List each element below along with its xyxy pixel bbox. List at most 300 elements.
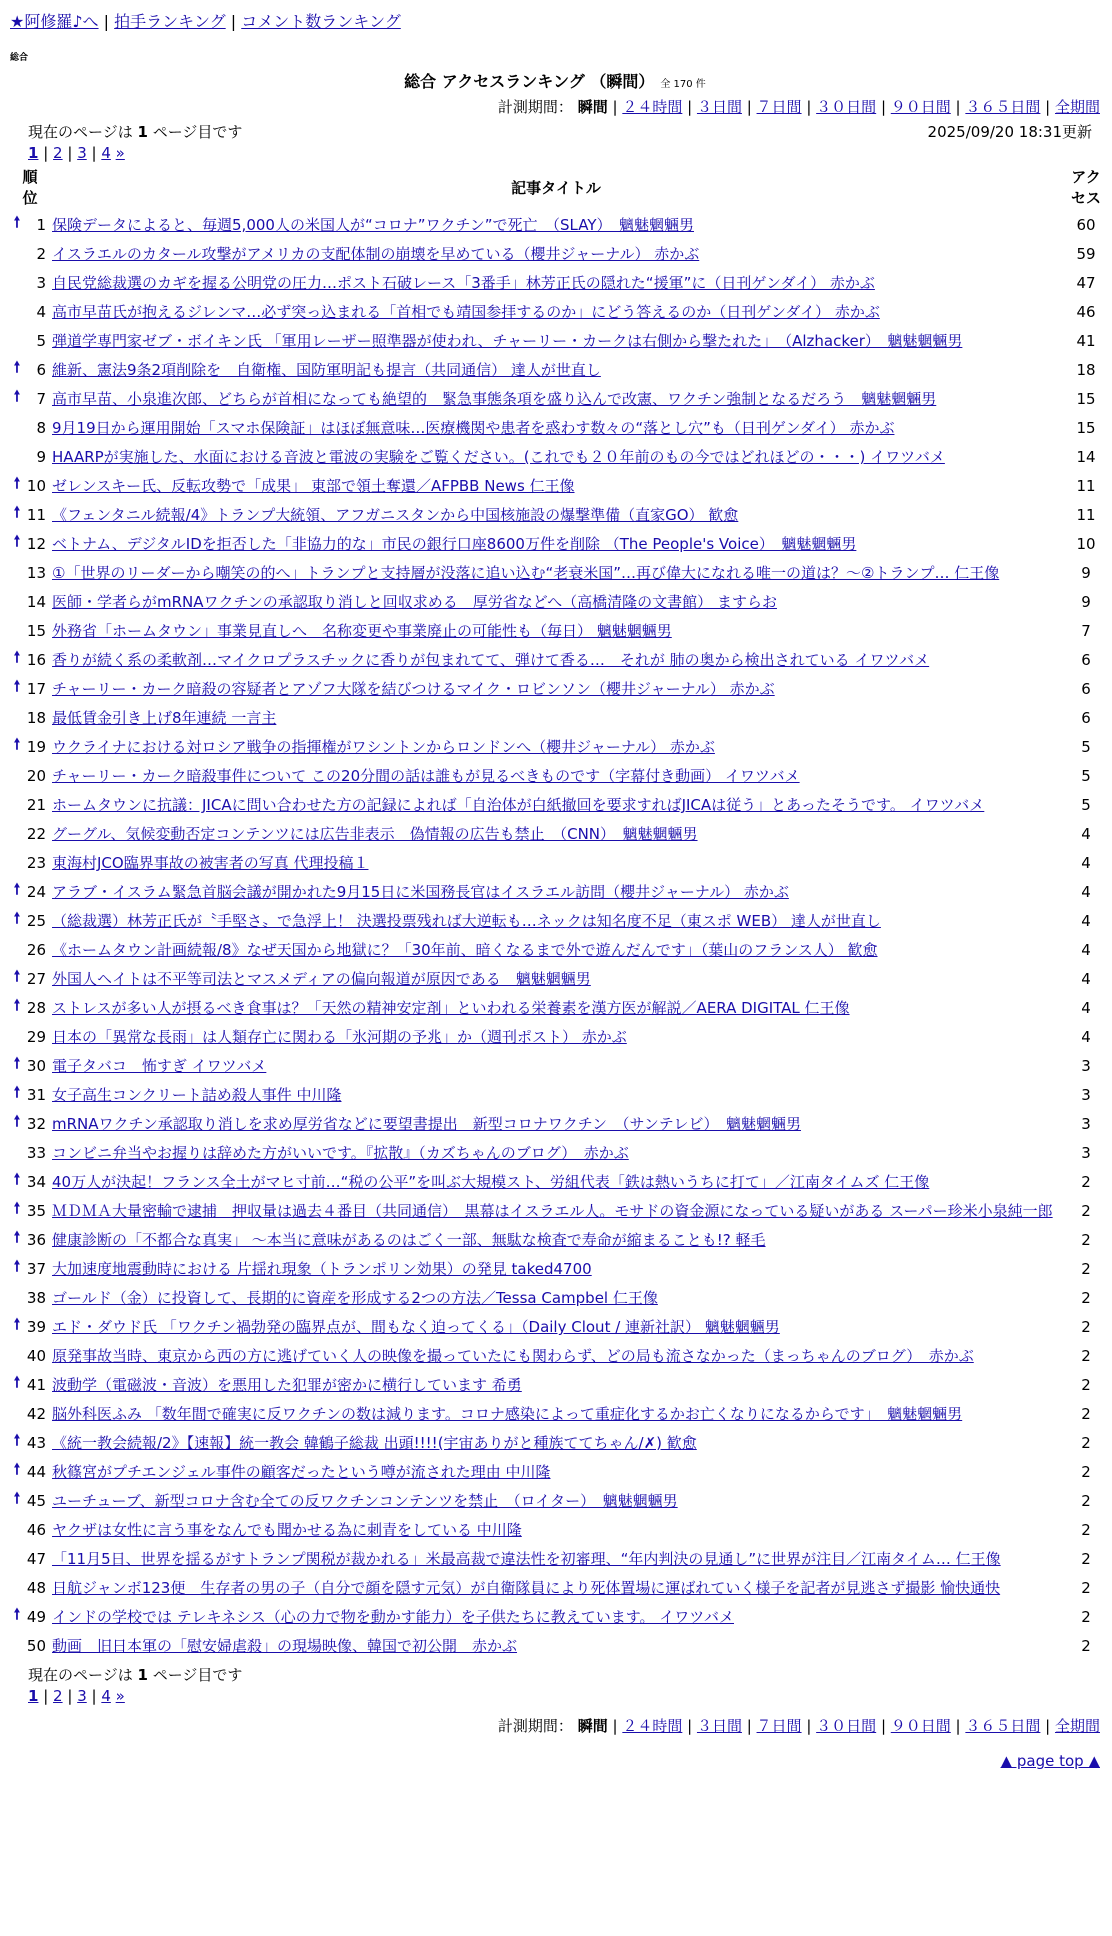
article-link[interactable]: ヤクザは女性に言う事をなんでも聞かせる為に刺青をしている 中川隆 <box>52 1521 522 1539</box>
article-title-cell <box>50 1370 1062 1399</box>
total-count: 全 170 件 <box>660 79 706 90</box>
rank-change-cell <box>10 645 24 674</box>
rank-number: 19 <box>26 737 46 756</box>
up-arrow-icon: 🠕 <box>13 996 21 1014</box>
article-title-cell <box>50 1283 1062 1312</box>
rank-change-cell <box>10 674 24 703</box>
access-count: 2 <box>1081 1520 1091 1539</box>
rank-number: 38 <box>26 1288 46 1307</box>
article-title-cell <box>50 1428 1062 1457</box>
rank-change-cell <box>10 1428 24 1457</box>
rank-number: 49 <box>26 1607 46 1626</box>
current-page-text: 現在のページは 1 ページ目です <box>28 123 243 141</box>
article-link[interactable]: 《フェンタニル続報/4》トランプ大統領、アフガニスタンから中国核施設の爆撃準備（直家GO） 歓愈 <box>52 506 739 524</box>
article-link[interactable]: 外国人ヘイトは不平等司法とマスメディアの偏向報道が原因である 魑魅魍魎男 <box>52 970 591 988</box>
pager-bottom <box>10 1687 1100 1705</box>
table-row <box>10 732 1110 761</box>
rank-change-cell <box>10 1051 24 1080</box>
up-arrow-icon: 🠕 <box>13 1460 21 1478</box>
access-count: 2 <box>1081 1549 1091 1568</box>
article-link[interactable]: 日航ジャンボ123便 生存者の男の子（自分で顔を隠す元気）が自衛隊員により死体置場に運ばれていく様子を記者が見逃さず撮影 愉快通快 <box>52 1579 1001 1597</box>
pager-separator: | <box>62 144 78 162</box>
col-count-label: アクセス <box>1070 168 1101 207</box>
table-row <box>10 297 1110 326</box>
period-separator: | <box>612 1717 623 1735</box>
rank-number: 12 <box>26 534 46 553</box>
article-link[interactable]: 原発事故当時、東京から西の方に逃げていく人の映像を撮っていたにも関わらず、どの局も流さなかった（まっちゃんのブログ） 赤かぶ <box>52 1347 974 1365</box>
article-link[interactable]: 秋篠宮がプチエンジェル事件の顧客だったという噂が流された理由 中川隆 <box>52 1463 551 1481</box>
rank-change-cell <box>10 1080 24 1109</box>
article-link[interactable]: ＭＤＭＡ大量密輸で逮捕 押収量は過去４番目（共同通信） 黒幕はイスラエル人。モサドの資金源になっている疑いがある スーパー珍米小泉純一郎 <box>52 1202 1053 1220</box>
rank-number: 46 <box>26 1520 46 1539</box>
article-link[interactable]: 大加速度地震動時における 片揺れ現象（トランポリン効果）の発見 taked4700 <box>52 1260 592 1278</box>
access-count: 2 <box>1081 1288 1091 1307</box>
article-link[interactable]: 保険データによると、毎週5,000人の米国人が“コロナ”ワクチン”で死亡 （SLAY） 魑魅魍魎男 <box>52 216 694 234</box>
rank-number: 1 <box>36 215 46 234</box>
current-page-text: 現在のページは 1 ページ目です <box>28 1666 243 1684</box>
rank-change-cell <box>10 1283 24 1312</box>
article-link[interactable]: ユーチューブ、新型コロナ含む全ての反ワクチンコンテンツを禁止 （ロイター） 魑魅魍魎男 <box>52 1492 678 1510</box>
article-title-cell <box>50 877 1062 906</box>
article-link[interactable]: 《ホームタウン計画続報/8》なぜ天国から地獄に？「30年前、暗くなるまで外で遊んだんです」（葉山のフランス人） 歓愈 <box>52 941 878 959</box>
table-row <box>10 790 1110 819</box>
article-link[interactable]: 医師・学者らがmRNAワクチンの承認取り消しと回収求める 厚労省などへ（高橋清隆の文書館） ますらお <box>52 593 777 611</box>
rank-change-cell <box>10 1109 24 1138</box>
period-link-2[interactable]: ７日間 <box>756 98 802 116</box>
period-link-2[interactable]: ７日間 <box>756 1717 802 1735</box>
up-arrow-icon: 🠕 <box>13 1605 21 1623</box>
rank-change-cell <box>10 1544 24 1573</box>
period-separator: | <box>1040 1717 1055 1735</box>
rank-change-cell <box>10 210 24 239</box>
rank-change-cell <box>10 471 24 500</box>
pager-current[interactable]: 1 <box>28 1687 39 1705</box>
article-link[interactable]: 自民党総裁選のカギを握る公明党の圧力…ポスト石破レース「3番手」林芳正氏の隠れた“援軍”に（日刊ゲンダイ） 赤かぶ <box>52 274 875 292</box>
article-link[interactable]: アラブ・イスラム緊急首脳会議が開かれた9月15日に米国務長官はイスラエル訪問（櫻井ジャーナル） 赤かぶ <box>52 883 789 901</box>
article-link[interactable]: （総裁選）林芳正氏が〝手堅さ〟で急浮上！ 決選投票残れば大逆転も…ネックは知名度不足（東スポ WEB） 達人が世直し <box>52 912 881 930</box>
rank-number: 48 <box>26 1578 46 1597</box>
article-title-cell <box>50 1167 1062 1196</box>
rank-change-cell <box>10 1167 24 1196</box>
article-link[interactable]: 東海村JCO臨界事故の被害者の写真 代理投稿１ <box>52 854 369 872</box>
article-title-cell <box>50 935 1062 964</box>
rank-number: 5 <box>36 331 46 350</box>
period-separator: | <box>741 1717 757 1735</box>
rank-number: 34 <box>26 1172 46 1191</box>
article-title-cell <box>50 1602 1062 1631</box>
period-separator: | <box>612 98 623 116</box>
period-link-3[interactable]: ３０日間 <box>816 98 877 116</box>
access-count: 18 <box>1076 360 1096 379</box>
rank-change-cell <box>10 268 24 297</box>
rank-change-cell <box>10 1254 24 1283</box>
article-link[interactable]: 《統一教会続報/2》【速報】統一教会 韓鶴子総裁 出頭!!!!(宇宙ありがと種族ててちゃん/✗) 歓愈 <box>52 1434 697 1452</box>
article-link[interactable]: 最低賃金引き上げ8年連続 一言主 <box>52 709 277 727</box>
rank-number: 10 <box>26 476 46 495</box>
rank-number: 44 <box>26 1462 46 1481</box>
access-count: 2 <box>1081 1491 1091 1510</box>
period-link-0[interactable]: ２４時間 <box>622 98 683 116</box>
rank-number: 3 <box>36 273 46 292</box>
article-link[interactable]: 健康診断の「不都合な真実」 ～本当に意味があるのはごく一部、無駄な検査で寿命が縮まることも!? 軽毛 <box>52 1231 766 1249</box>
table-row <box>10 587 1110 616</box>
rank-change-cell <box>10 1399 24 1428</box>
period-link-5[interactable]: ３６５日間 <box>965 98 1041 116</box>
rank-change-cell <box>10 848 24 877</box>
table-row <box>10 413 1110 442</box>
period-separator: | <box>682 1717 697 1735</box>
rank-number: 4 <box>36 302 46 321</box>
article-link[interactable]: ベトナム、デジタルIDを拒否した「非協力的な」市民の銀行口座8600万件を削除 （The People's Voice） 魑魅魍魎男 <box>52 535 857 553</box>
col-rank-label: 順位 <box>22 168 38 207</box>
rank-number: 36 <box>26 1230 46 1249</box>
access-count: 6 <box>1081 679 1091 698</box>
article-title-cell <box>50 471 1062 500</box>
article-link[interactable]: 40万人が決起！フランス全土がマヒ寸前…“税の公平”を叫ぶ大規模スト、労組代表「鉄は熱いうちに打て」／江南タイムズ 仁王像 <box>52 1173 930 1191</box>
article-link[interactable]: ゴールド（金）に投資して、長期的に資産を形成する2つの方法／Tessa Campbel 仁王像 <box>52 1289 658 1307</box>
rank-change-cell <box>10 1312 24 1341</box>
article-title-cell <box>50 1341 1062 1370</box>
article-link[interactable]: 香りが続く系の柔軟剤…マイクロプラスチックに香りが包まれてて、弾けて香る… それが 肺の奥から検出されている イワツバメ <box>52 651 930 669</box>
pager-separator: | <box>43 1687 54 1705</box>
table-row <box>10 1312 1110 1341</box>
article-link[interactable]: 外務省「ホームタウン」事業見直しへ 名称変更や事業廃止の可能性も（毎日） 魑魅魍魎男 <box>52 622 672 640</box>
table-row <box>10 1457 1110 1486</box>
period-link-4[interactable]: ９０日間 <box>890 1717 951 1735</box>
article-title-cell <box>50 674 1062 703</box>
article-link[interactable]: 日本の「異常な長雨」は人類存亡に関わる「氷河期の予兆」か（週刊ポスト） 赤かぶ <box>52 1028 627 1046</box>
period-link-1[interactable]: ３日間 <box>696 98 742 116</box>
table-row <box>10 1167 1110 1196</box>
table-row <box>10 819 1110 848</box>
rank-number: 43 <box>26 1433 46 1452</box>
article-link[interactable]: ①「世界のリーダーから嘲笑の的へ」トランプと支持層が没落に追い込む“老衰米国”…再び偉大になれる唯一の道は？～②トランプ… 仁王像 <box>52 564 1000 582</box>
table-row <box>10 558 1110 587</box>
period-separator: | <box>876 1717 891 1735</box>
access-count: 15 <box>1076 418 1096 437</box>
period-label: 計測期間： <box>497 1717 573 1735</box>
period-link-6[interactable]: 全期間 <box>1054 98 1100 116</box>
article-link[interactable]: 高市早苗、小泉進次郎、どちらが首相になっても絶望的 緊急事態条項を盛り込んで改憲、ワクチン強制となるだろう 魑魅魍魎男 <box>52 390 937 408</box>
pager-next-link[interactable]: » <box>115 144 125 162</box>
rank-number: 24 <box>26 882 46 901</box>
period-link-4[interactable]: ９０日間 <box>890 98 951 116</box>
table-row <box>10 1544 1110 1573</box>
article-title-cell <box>50 587 1062 616</box>
access-count: 4 <box>1081 911 1091 930</box>
page-top <box>10 1752 1100 1778</box>
article-title-cell <box>50 790 1062 819</box>
article-link[interactable]: チャーリー・カーク暗殺の容疑者とアゾフ大隊を結びつけるマイク・ロビンソン（櫻井ジャーナル） 赤かぶ <box>52 680 775 698</box>
table-row <box>10 703 1110 732</box>
article-link[interactable]: 波動学（電磁波・音波）を悪用した犯罪が密かに横行しています 希勇 <box>52 1376 522 1394</box>
up-arrow-icon: 🠕 <box>13 1431 21 1449</box>
rank-number: 2 <box>36 244 46 263</box>
up-arrow-icon: 🠕 <box>13 1228 21 1246</box>
pager-next-link[interactable]: » <box>115 1687 125 1705</box>
access-count: 5 <box>1081 737 1091 756</box>
article-title-cell <box>50 413 1062 442</box>
article-link[interactable]: コンビニ弁当やお握りは辞めた方がいいです。『拡散』（カズちゃんのブログ） 赤かぶ <box>52 1144 629 1162</box>
rank-number: 47 <box>26 1549 46 1568</box>
article-link[interactable]: mRNAワクチン承認取り消しを求め厚労省などに要望書提出 新型コロナワクチン （サンテレビ） 魑魅魍魎男 <box>52 1115 801 1133</box>
pager-page-link[interactable]: 2 <box>53 1687 63 1705</box>
table-row <box>10 1428 1110 1457</box>
article-title-cell <box>50 616 1062 645</box>
up-arrow-icon: 🠕 <box>13 1373 21 1391</box>
article-title-cell <box>50 1515 1062 1544</box>
article-title-cell <box>50 819 1062 848</box>
pager-page-link[interactable]: 3 <box>77 1687 87 1705</box>
pager-page-link[interactable]: 2 <box>53 144 63 162</box>
access-count: 7 <box>1081 621 1091 640</box>
pager-separator: | <box>86 1687 102 1705</box>
rank-change-cell <box>10 819 24 848</box>
access-count: 4 <box>1081 824 1091 843</box>
article-link[interactable]: 高市早苗氏が抱えるジレンマ…必ず突っ込まれる「首相でも靖国参拝するのか」にどう答えるのか（日刊ゲンダイ） 赤かぶ <box>52 303 880 321</box>
pager-page-link[interactable]: 4 <box>101 1687 111 1705</box>
page-title: 総合 アクセスランキング （瞬間） <box>404 72 655 91</box>
access-count: 4 <box>1081 853 1091 872</box>
page-info-bottom <box>10 1664 1100 1685</box>
table-row <box>10 877 1110 906</box>
updated-time: 2025/09/20 18:31更新 <box>927 123 1092 141</box>
rank-change-cell <box>10 790 24 819</box>
access-count: 2 <box>1081 1636 1091 1655</box>
article-link[interactable]: インドの学校では テレキネシス（心の力で物を動かす能力）を子供たちに教えています。 イワツバメ <box>52 1608 734 1626</box>
article-link[interactable]: 脳外科医ふみ 「数年間で確実に反ワクチンの数は減ります。コロナ感染によって重症化するかお亡くなりになるからです」 魑魅魍魎男 <box>52 1405 963 1423</box>
link-comment-ranking[interactable]: コメント数ランキング <box>241 12 401 31</box>
access-count: 9 <box>1081 563 1091 582</box>
rank-change-cell <box>10 616 24 645</box>
rank-change-cell <box>10 935 24 964</box>
access-count: 60 <box>1076 215 1096 234</box>
table-row <box>10 384 1110 413</box>
rank-number: 39 <box>26 1317 46 1336</box>
table-row <box>10 210 1110 239</box>
table-row <box>10 1051 1110 1080</box>
rank-change-cell <box>10 877 24 906</box>
table-row <box>10 616 1110 645</box>
up-arrow-icon: 🠕 <box>13 909 21 927</box>
article-link[interactable]: ストレスが多い人が摂るべき食事は？「天然の精神安定剤」といわれる栄養素を漢方医が解説／AERA DIGITAL 仁王像 <box>52 999 850 1017</box>
period-separator: | <box>741 98 757 116</box>
rank-change-cell <box>10 413 24 442</box>
article-title-cell <box>50 761 1062 790</box>
rank-change-cell <box>10 384 24 413</box>
rank-change-cell <box>10 1022 24 1051</box>
rank-change-cell <box>10 1486 24 1515</box>
rank-change-cell <box>10 1515 24 1544</box>
nav-separator: | <box>230 12 242 31</box>
rank-change-cell <box>10 1370 24 1399</box>
access-count: 3 <box>1081 1114 1091 1133</box>
rank-number: 8 <box>36 418 46 437</box>
page-info <box>10 121 1100 142</box>
article-title-cell <box>50 268 1062 297</box>
pager-page-link[interactable]: 3 <box>77 144 87 162</box>
access-count: 6 <box>1081 650 1091 669</box>
table-row <box>10 1254 1110 1283</box>
rank-change-cell <box>10 1457 24 1486</box>
period-link-1[interactable]: ３日間 <box>696 1717 742 1735</box>
article-link[interactable]: ウクライナにおける対ロシア戦争の指揮権がワシントンからロンドンへ（櫻井ジャーナル） 赤かぶ <box>52 738 715 756</box>
article-link[interactable]: HAARPが実施した、水面における音波と電波の実験をご覧ください。(これでも２０年前のもの今ではどれほどの・・・) イワツバメ <box>52 448 945 466</box>
access-count: 5 <box>1081 766 1091 785</box>
table-row <box>10 239 1110 268</box>
article-title-cell <box>50 1138 1062 1167</box>
rank-number: 17 <box>26 679 46 698</box>
table-row <box>10 906 1110 935</box>
access-count: 59 <box>1076 244 1096 263</box>
rank-number: 40 <box>26 1346 46 1365</box>
rank-change-cell <box>10 964 24 993</box>
pager-page-link[interactable]: 4 <box>101 144 111 162</box>
access-count: 2 <box>1081 1317 1091 1336</box>
period-link-5[interactable]: ３６５日間 <box>965 1717 1041 1735</box>
access-count: 4 <box>1081 1027 1091 1046</box>
rank-number: 20 <box>26 766 46 785</box>
article-link[interactable]: グーグル、気候変動否定コンテンツには広告非表示 偽情報の広告も禁止 （CNN） 魑魅魍魎男 <box>52 825 698 843</box>
table-row <box>10 674 1110 703</box>
article-link[interactable]: 女子高生コンクリート詰め殺人事件 中川隆 <box>52 1086 342 1104</box>
access-count: 2 <box>1081 1375 1091 1394</box>
table-row <box>10 848 1110 877</box>
nav-separator: | <box>103 12 115 31</box>
article-title-cell <box>50 993 1062 1022</box>
article-link[interactable]: 電子タバコ 怖すぎ イワツバメ <box>52 1057 267 1075</box>
article-link[interactable]: 維新、憲法9条2項削除を 自衛権、国防軍明記も提言（共同通信） 達人が世直し <box>52 361 601 379</box>
article-title-cell <box>50 1631 1062 1660</box>
pager-current[interactable]: 1 <box>28 144 39 162</box>
article-link[interactable]: 9月19日から運用開始「スマホ保険証」はほぼ無意味…医療機関や患者を惑わす数々の“落とし穴”も（日刊ゲンダイ） 赤かぶ <box>52 419 895 437</box>
period-link-0[interactable]: ２４時間 <box>622 1717 683 1735</box>
table-row <box>10 1515 1110 1544</box>
rank-number: 28 <box>26 998 46 1017</box>
table-row <box>10 1196 1110 1225</box>
rank-number: 16 <box>26 650 46 669</box>
table-row <box>10 355 1110 384</box>
article-title-cell <box>50 384 1062 413</box>
article-link[interactable]: 弾道学専門家ゼブ・ボイキン氏 「軍用レーザー照準器が使われ、チャーリー・カークは右側から撃たれた」 （Alzhacker） 魑魅魍魎男 <box>52 332 963 350</box>
table-row <box>10 268 1110 297</box>
article-title-cell <box>50 442 1062 471</box>
up-arrow-icon: 🠕 <box>13 880 21 898</box>
article-title-cell <box>50 1254 1062 1283</box>
access-count: 46 <box>1076 302 1096 321</box>
access-count: 2 <box>1081 1607 1091 1626</box>
rank-change-cell <box>10 500 24 529</box>
rank-change-cell <box>10 1196 24 1225</box>
article-title-cell <box>50 1225 1062 1254</box>
rank-number: 22 <box>26 824 46 843</box>
table-row <box>10 993 1110 1022</box>
rank-change-cell <box>10 906 24 935</box>
category-tag: 総合 <box>10 53 29 63</box>
page-title-row <box>10 69 1100 92</box>
rank-change-cell <box>10 1138 24 1167</box>
table-row <box>10 761 1110 790</box>
table-row <box>10 471 1110 500</box>
table-row <box>10 1109 1110 1138</box>
rank-number: 41 <box>26 1375 46 1394</box>
article-title-cell <box>50 645 1062 674</box>
rank-change-cell <box>10 355 24 384</box>
rank-change-cell <box>10 529 24 558</box>
link-ashura-home[interactable]: ★阿修羅♪へ <box>10 12 99 31</box>
table-row <box>10 1573 1110 1602</box>
rank-number: 9 <box>36 447 46 466</box>
article-title-cell <box>50 1544 1062 1573</box>
article-title-cell <box>50 1051 1062 1080</box>
rank-change-cell <box>10 558 24 587</box>
article-link[interactable]: ゼレンスキー氏、反転攻勢で「成果」 東部で領土奪還／AFPBB News 仁王像 <box>52 477 575 495</box>
rank-change-cell <box>10 1225 24 1254</box>
article-title-cell <box>50 732 1062 761</box>
up-arrow-icon: 🠕 <box>13 677 21 695</box>
table-row <box>10 1602 1110 1631</box>
article-title-cell <box>50 210 1062 239</box>
table-row <box>10 964 1110 993</box>
access-count: 3 <box>1081 1085 1091 1104</box>
link-clap-ranking[interactable]: 拍手ランキング <box>114 12 226 31</box>
article-link[interactable]: ホームタウンに抗議：JICAに問い合わせた方の記録によれば「自治体が白紙撤回を要求すればJICAは従う」とあったそうです。 イワツバメ <box>52 796 985 814</box>
up-arrow-icon: 🠕 <box>13 1315 21 1333</box>
article-link[interactable]: 動画 旧日本軍の「慰安婦虐殺」の現場映像、韓国で初公開 赤かぶ <box>52 1637 518 1655</box>
table-row <box>10 1370 1110 1399</box>
pager-separator: | <box>62 1687 78 1705</box>
period-link-6[interactable]: 全期間 <box>1054 1717 1100 1735</box>
access-count: 4 <box>1081 882 1091 901</box>
period-separator: | <box>950 98 966 116</box>
rank-number: 7 <box>36 389 46 408</box>
access-count: 4 <box>1081 998 1091 1017</box>
rank-number: 23 <box>26 853 46 872</box>
rank-change-cell <box>10 732 24 761</box>
table-row <box>10 326 1110 355</box>
rank-number: 32 <box>26 1114 46 1133</box>
up-arrow-icon: 🠕 <box>13 213 21 231</box>
table-row <box>10 935 1110 964</box>
period-selector <box>10 96 1100 117</box>
article-title-cell <box>50 558 1062 587</box>
article-link[interactable]: チャーリー・カーク暗殺事件について この20分間の話は誰もが見るべきものです（字幕付き動画） イワツバメ <box>52 767 800 785</box>
article-link[interactable]: 「11月5日、世界を揺るがすトランプ関税が裁かれる」米最高裁で違法性を初審理、“年内判決の見通し”に世界が注目／江南タイム… 仁王像 <box>52 1550 1001 1568</box>
access-count: 11 <box>1076 476 1096 495</box>
article-title-cell <box>50 703 1062 732</box>
table-row <box>10 1399 1110 1428</box>
access-count: 2 <box>1081 1230 1091 1249</box>
rank-number: 21 <box>26 795 46 814</box>
up-arrow-icon: 🠕 <box>13 532 21 550</box>
access-count: 2 <box>1081 1578 1091 1597</box>
article-title-cell <box>50 1399 1062 1428</box>
rank-number: 25 <box>26 911 46 930</box>
period-separator: | <box>1040 98 1055 116</box>
period-link-3[interactable]: ３０日間 <box>816 1717 877 1735</box>
access-count: 3 <box>1081 1056 1091 1075</box>
access-count: 2 <box>1081 1462 1091 1481</box>
page-top-link[interactable]: ▲ page top ▲ <box>1000 1752 1100 1770</box>
article-link[interactable]: イスラエルのカタール攻撃がアメリカの支配体制の崩壊を早めている（櫻井ジャーナル） 赤かぶ <box>52 245 700 263</box>
rank-change-cell <box>10 442 24 471</box>
rank-change-cell <box>10 703 24 732</box>
article-link[interactable]: エド・ダウド氏 「ワクチン禍勃発の臨界点が、間もなく迫ってくる」（Daily Clout / 連新社訳） 魑魅魍魎男 <box>52 1318 780 1336</box>
up-arrow-icon: 🠕 <box>13 1257 21 1275</box>
access-count: 10 <box>1076 534 1096 553</box>
access-count: 4 <box>1081 969 1091 988</box>
pager-separator: | <box>86 144 102 162</box>
